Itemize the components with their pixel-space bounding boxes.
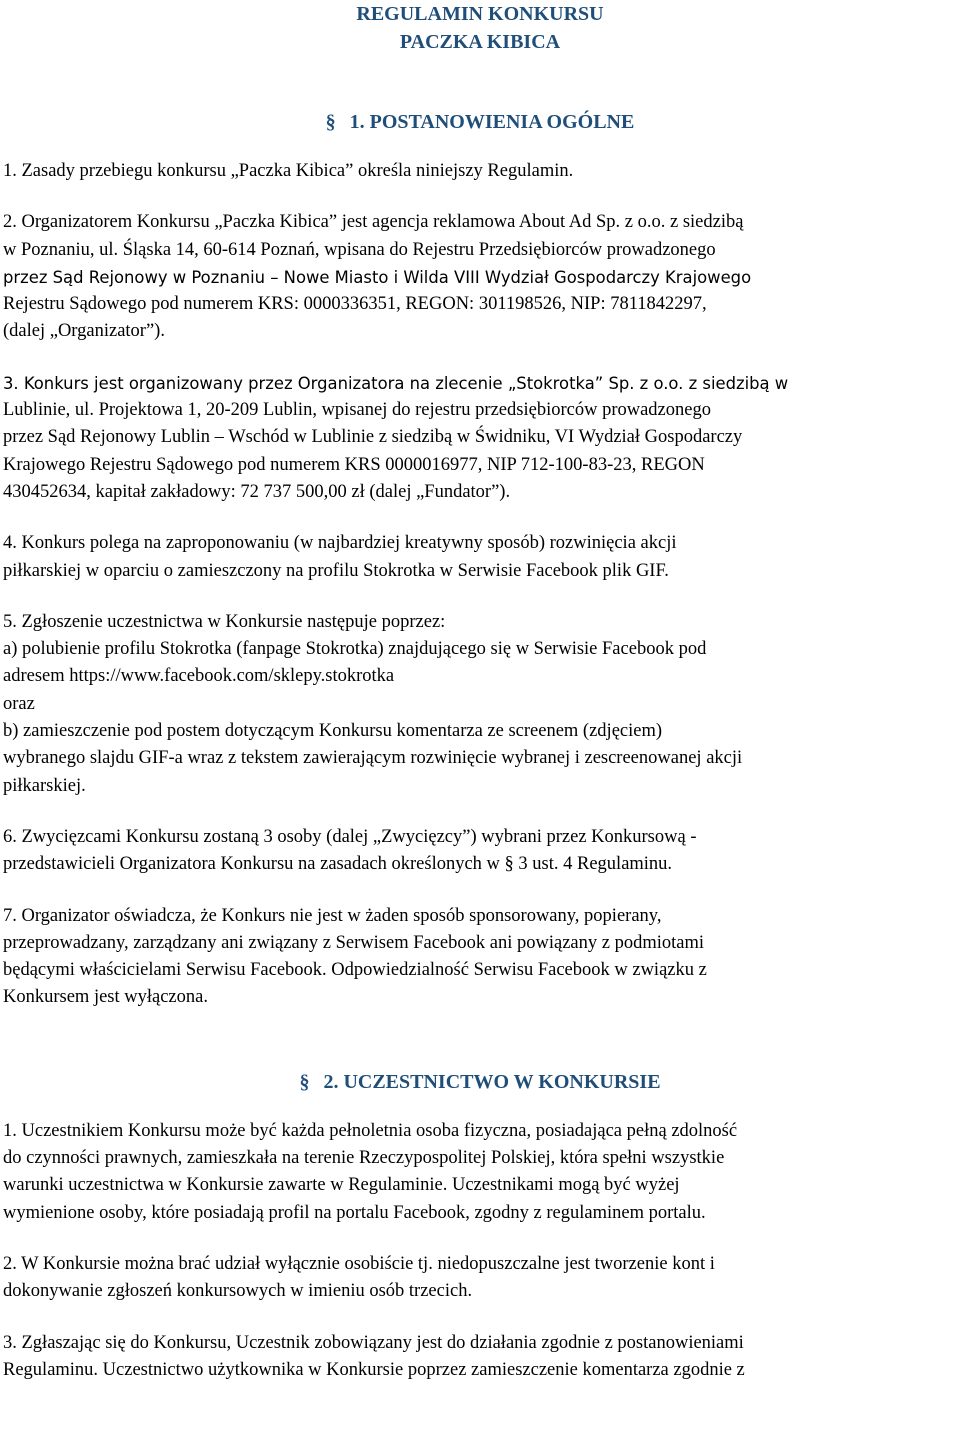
section-2-paragraph-1 (3, 1118, 957, 1227)
s1p4-line: 4. Konkurs polega na zaproponowaniu (w najbardziej kreatywny sposób) rozwinięcia akcji (3, 533, 677, 554)
s1p5-line: wybranego slajdu GIF-a wraz z tekstem zawierającym rozwinięcie wybranej i zescreenowanej akcji (3, 748, 743, 769)
s2p1-line: wymienione osoby, które posiadają profil na portalu Facebook, zgodny z regulaminem portalu. (3, 1202, 706, 1223)
s1p5-line: a) polubienie profilu Stokrotka (fanpage Stokrotka) znajdującego się w Serwisie Facebook pod (3, 639, 707, 660)
section-2-paragraph-2 (3, 1251, 957, 1306)
s1p2-line: Rejestru Sądowego pod numerem KRS: 0000336351, REGON: 301198526, NIP: 7811842297, (3, 294, 707, 315)
paragraph-line: 1. Zasady przebiegu konkursu „Paczka Kibica” określa niniejszy Regulamin. (3, 161, 574, 181)
section-1-heading (3, 108, 957, 136)
s1p2-line: przez Sąd Rejonowy w Poznaniu – Nowe Miasto i Wilda VIII Wydział Gospodarczy Krajowego (3, 267, 752, 287)
s1p6-line: 6. Zwycięzcami Konkursu zostaną 3 osoby (dalej „Zwycięzcy”) wybrani przez Konkursową - (3, 826, 697, 847)
s2p3-line: 3. Zgłaszając się do Konkursu, Uczestnik zobowiązany jest do działania zgodnie z postanowieniami (3, 1332, 744, 1353)
s1p2-line: w Poznaniu, ul. Śląska 14, 60-614 Poznań, wpisana do Rejestru Przedsiębiorców prowadzonego (3, 239, 716, 260)
s1p3-line: Krajowego Rejestru Sądowego pod numerem KRS 0000016977, NIP 712-100-83-23, REGON (3, 454, 705, 475)
section-1-paragraph-5 (3, 609, 957, 800)
section-1-paragraph-6 (3, 824, 957, 879)
s2p2-line: dokonywanie zgłoszeń konkursowych w imieniu osób trzecich. (3, 1281, 473, 1302)
s1p6-line: przedstawicieli Organizatora Konkursu na zasadach określonych w § 3 ust. 4 Regulaminu. (3, 854, 673, 875)
section-1-paragraph-7 (3, 903, 957, 1012)
s2p1-line: 1. Uczestnikiem Konkursu może być każda pełnoletnia osoba fizyczna, posiadająca pełną zdolność (3, 1120, 738, 1141)
s2p1-line: warunki uczestnictwa w Konkursie zawarte w Regulaminie. Uczestnikami mogą być wyżej (3, 1175, 680, 1196)
s1p4-line: piłkarskiej w oparciu o zamieszczony na profilu Stokrotka w Serwisie Facebook plik GIF. (3, 560, 669, 581)
section-symbol: § (299, 1070, 310, 1093)
s1p2-line: 2. Organizatorem Konkursu „Paczka Kibica” jest agencja reklamowa About Ad Sp. z o.o. z siedzibą (3, 212, 744, 233)
title-line-1: REGULAMIN KONKURSU (356, 3, 604, 25)
section-symbol: § (325, 111, 336, 133)
s1p3-line: 3. Konkurs jest organizowany przez Organizatora na zlecenie „Stokrotka” Sp. z o.o. z siedzibą w (3, 373, 789, 393)
s1p3-line: przez Sąd Rejonowy Lublin – Wschód w Lublinie z siedzibą w Świdniku, VI Wydział Gospodarczy (3, 427, 743, 448)
section-1-paragraph-4 (3, 530, 957, 585)
s1p7-line: będącymi właścicielami Serwisu Facebook. Odpowiedzialność Serwisu Facebook w związku z (3, 960, 707, 981)
s1p3-line: 430452634, kapitał zakładowy: 72 737 500,00 zł (dalej „Fundator”). (3, 481, 511, 502)
s1p5-line: b) zamieszczenie pod postem dotyczącym Konkursu komentarza ze screenem (zdjęciem) (3, 721, 663, 742)
s1p7-line: 7. Organizator oświadcza, że Konkurs nie jest w żaden sposób sponsorowany, popierany, (3, 905, 662, 926)
document-title (3, 0, 957, 56)
section-1-paragraph-3 (3, 370, 957, 506)
s2p1-line: do czynności prawnych, zamieszkała na terenie Rzeczypospolitej Polskiej, która spełni wszystkie (3, 1148, 725, 1169)
s1p7-line: Konkursem jest wyłączona. (3, 987, 208, 1008)
s1p5-line: oraz (3, 693, 35, 714)
section-2-heading (3, 1068, 957, 1096)
s2p3-line: Regulaminu. Uczestnictwo użytkownika w Konkursie poprzez zamieszczenie komentarza zgodnie z (3, 1359, 745, 1380)
s1p3-line: Lublinie, ul. Projektowa 1, 20-209 Lublin, wpisanej do rejestru przedsiębiorców prowadzonego (3, 400, 711, 421)
s1p5-line: adresem https://www.facebook.com/sklepy.stokrotka (3, 666, 395, 687)
title-line-2: PACZKA KIBICA (399, 31, 561, 53)
section-1-paragraph-1 (3, 158, 957, 185)
s1p5-line: piłkarskiej. (3, 775, 86, 796)
s1p5-line: 5. Zgłoszenie uczestnictwa w Konkursie następuje poprzez: (3, 611, 446, 632)
section-1-title: 1. POSTANOWIENIA OGÓLNE (349, 111, 635, 133)
s1p2-line: (dalej „Organizator”). (3, 321, 165, 342)
section-1-paragraph-2 (3, 209, 957, 345)
s2p2-line: 2. W Konkursie można brać udział wyłącznie osobiście tj. niedopuszczalne jest tworzenie kont i (3, 1253, 715, 1274)
document-page (3, 0, 957, 1384)
s1p7-line: przeprowadzany, zarządzany ani związany z Serwisem Facebook ani powiązany z podmiotami (3, 932, 704, 953)
section-2-title: 2. UCZESTNICTWO W KONKURSIE (323, 1070, 661, 1093)
section-2-paragraph-3 (3, 1330, 957, 1385)
